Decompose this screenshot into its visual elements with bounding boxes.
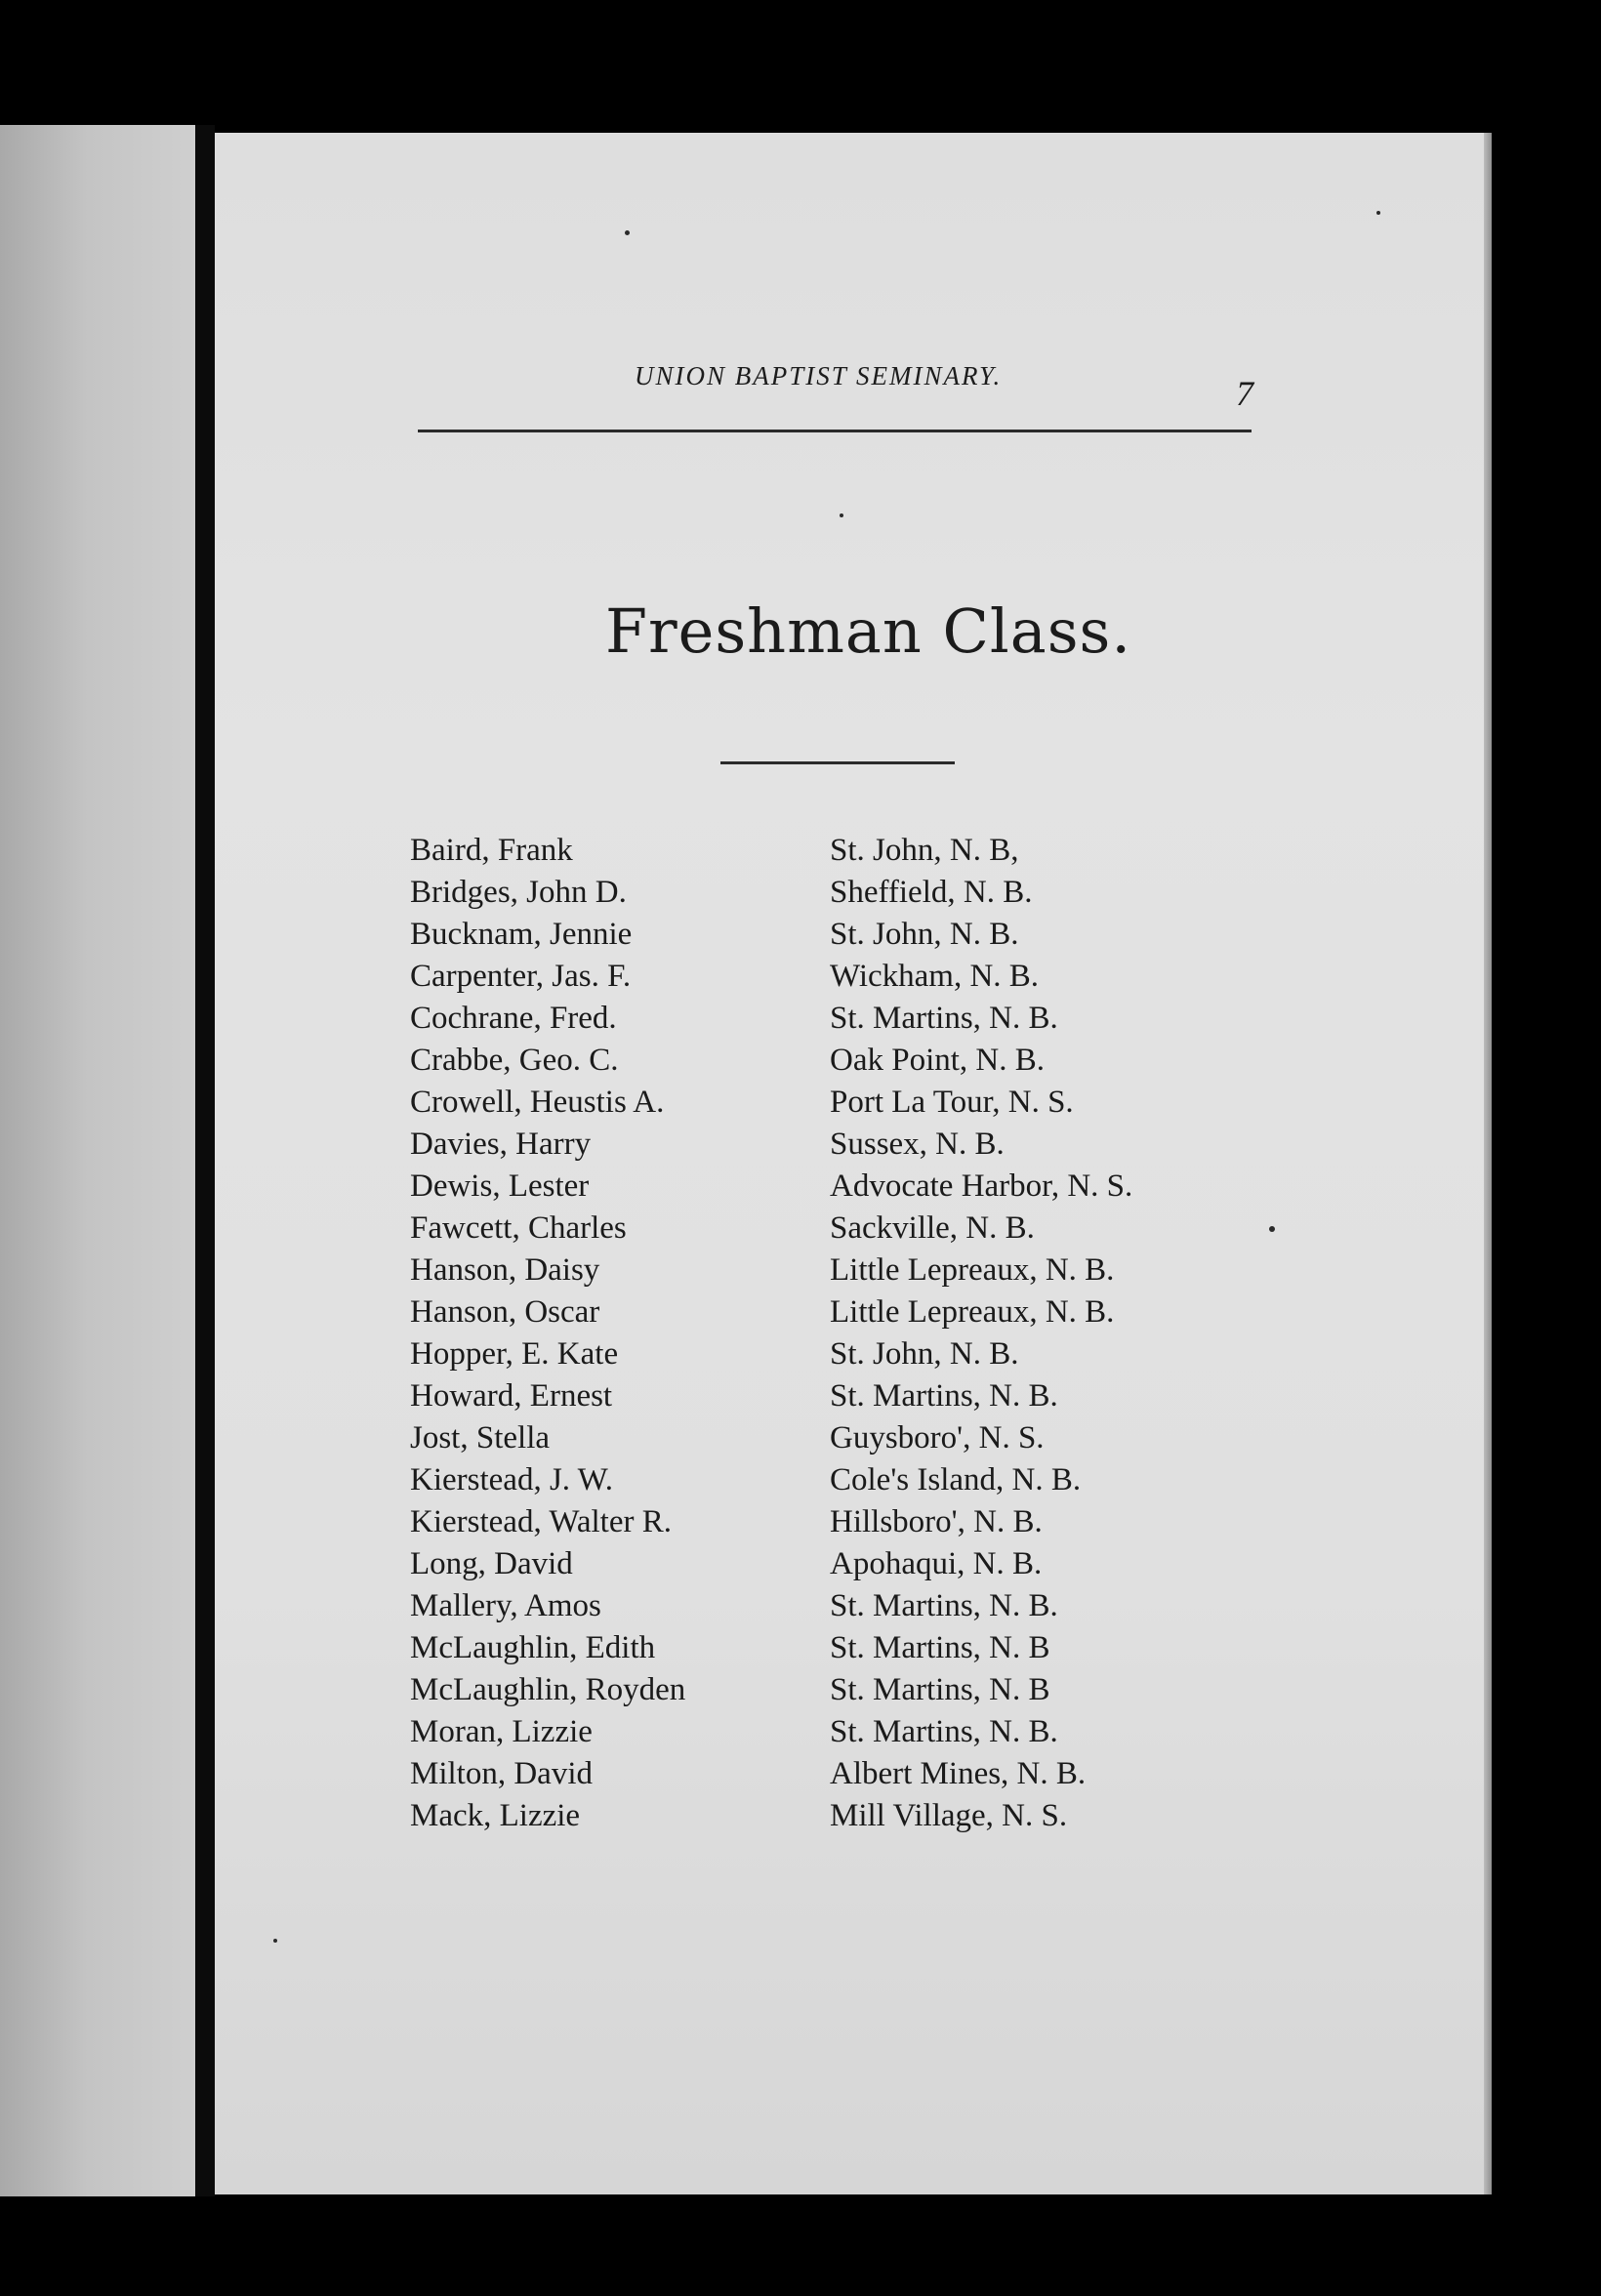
student-town: Mill Village, N. S.: [830, 1798, 1068, 1833]
student-name: Long, David: [410, 1546, 573, 1581]
roster-row: [390, 1585, 1269, 1627]
student-name: Baird, Frank: [410, 833, 573, 868]
student-name: Mallery, Amos: [410, 1588, 601, 1623]
roster-row: [390, 872, 1269, 914]
roster-row: [390, 1292, 1269, 1333]
ink-speck: [1376, 211, 1380, 215]
student-name: Bridges, John D.: [410, 875, 627, 910]
roster-row: [390, 1417, 1269, 1459]
student-name: Kierstead, Walter R.: [410, 1504, 672, 1539]
student-name: McLaughlin, Edith: [410, 1630, 656, 1665]
roster-row: [390, 998, 1269, 1040]
student-name: Hanson, Daisy: [410, 1252, 600, 1288]
page-number: 7: [1236, 374, 1253, 413]
binding-gutter: [195, 125, 215, 2196]
student-name: Kierstead, J. W.: [410, 1462, 614, 1497]
student-town: St. Martins, N. B.: [830, 1714, 1058, 1749]
roster-row: [390, 1669, 1269, 1711]
student-name: Jost, Stella: [410, 1420, 551, 1456]
student-name: Cochrane, Fred.: [410, 1001, 617, 1036]
student-town: St. John, N. B,: [830, 833, 1019, 868]
student-town: St. Martins, N. B.: [830, 1001, 1058, 1036]
roster-row: [390, 956, 1269, 998]
student-name: Carpenter, Jas. F.: [410, 959, 632, 994]
ink-speck: [625, 230, 630, 235]
student-town: Apohaqui, N. B.: [830, 1546, 1043, 1581]
roster-row: [390, 1627, 1269, 1669]
roster-row: [390, 1124, 1269, 1166]
student-name: Moran, Lizzie: [410, 1714, 593, 1749]
student-town: St. Martins, N. B: [830, 1630, 1050, 1665]
ink-speck: [1269, 1226, 1275, 1232]
roster-row: [390, 1753, 1269, 1795]
roster-row: [390, 1459, 1269, 1501]
previous-page-edge: [0, 125, 195, 2196]
student-town: St. Martins, N. B: [830, 1672, 1050, 1707]
student-town: Advocate Harbor, N. S.: [830, 1168, 1133, 1204]
student-name: Fawcett, Charles: [410, 1210, 627, 1246]
student-town: St. Martins, N. B.: [830, 1588, 1058, 1623]
student-town: Port La Tour, N. S.: [830, 1085, 1074, 1120]
student-town: St. Martins, N. B.: [830, 1378, 1058, 1414]
roster-row: [390, 914, 1269, 956]
student-town: Little Lepreaux, N. B.: [830, 1294, 1115, 1330]
student-town: Sackville, N. B.: [830, 1210, 1035, 1246]
roster-row: [390, 1795, 1269, 1837]
student-town: Albert Mines, N. B.: [830, 1756, 1087, 1791]
student-name: Hanson, Oscar: [410, 1294, 600, 1330]
student-town: Hillsboro', N. B.: [830, 1504, 1043, 1539]
roster-row: [390, 1543, 1269, 1585]
student-town: Little Lepreaux, N. B.: [830, 1252, 1115, 1288]
student-name: Crabbe, Geo. C.: [410, 1043, 619, 1078]
student-name: McLaughlin, Royden: [410, 1672, 686, 1707]
student-town: Sheffield, N. B.: [830, 875, 1033, 910]
roster-row: [390, 1375, 1269, 1417]
student-name: Bucknam, Jennie: [410, 917, 633, 952]
page-title: Freshman Class.: [605, 595, 1132, 667]
roster-row: [390, 1711, 1269, 1753]
roster-row: [390, 1166, 1269, 1208]
student-name: Davies, Harry: [410, 1127, 592, 1162]
student-name: Crowell, Heustis A.: [410, 1085, 665, 1120]
student-town: Sussex, N. B.: [830, 1127, 1005, 1162]
student-roster: [390, 830, 1269, 1837]
roster-row: [390, 1333, 1269, 1375]
ink-speck: [273, 1939, 277, 1943]
student-town: Wickham, N. B.: [830, 959, 1040, 994]
roster-row: [390, 1208, 1269, 1250]
ink-speck: [840, 513, 843, 517]
roster-row: [390, 830, 1269, 872]
student-name: Dewis, Lester: [410, 1168, 590, 1204]
running-head: UNION BAPTIST SEMINARY.: [635, 361, 1003, 390]
header-rule: [418, 430, 1252, 432]
student-name: Howard, Ernest: [410, 1378, 613, 1414]
roster-row: [390, 1250, 1269, 1292]
student-town: Oak Point, N. B.: [830, 1043, 1046, 1078]
student-town: Guysboro', N. S.: [830, 1420, 1045, 1456]
student-name: Mack, Lizzie: [410, 1798, 581, 1833]
roster-row: [390, 1501, 1269, 1543]
student-town: St. John, N. B.: [830, 917, 1019, 952]
student-name: Milton, David: [410, 1756, 593, 1791]
roster-row: [390, 1082, 1269, 1124]
student-name: Hopper, E. Kate: [410, 1336, 619, 1372]
roster-row: [390, 1040, 1269, 1082]
title-rule: [720, 761, 955, 764]
student-town: St. John, N. B.: [830, 1336, 1019, 1372]
student-town: Cole's Island, N. B.: [830, 1462, 1082, 1497]
